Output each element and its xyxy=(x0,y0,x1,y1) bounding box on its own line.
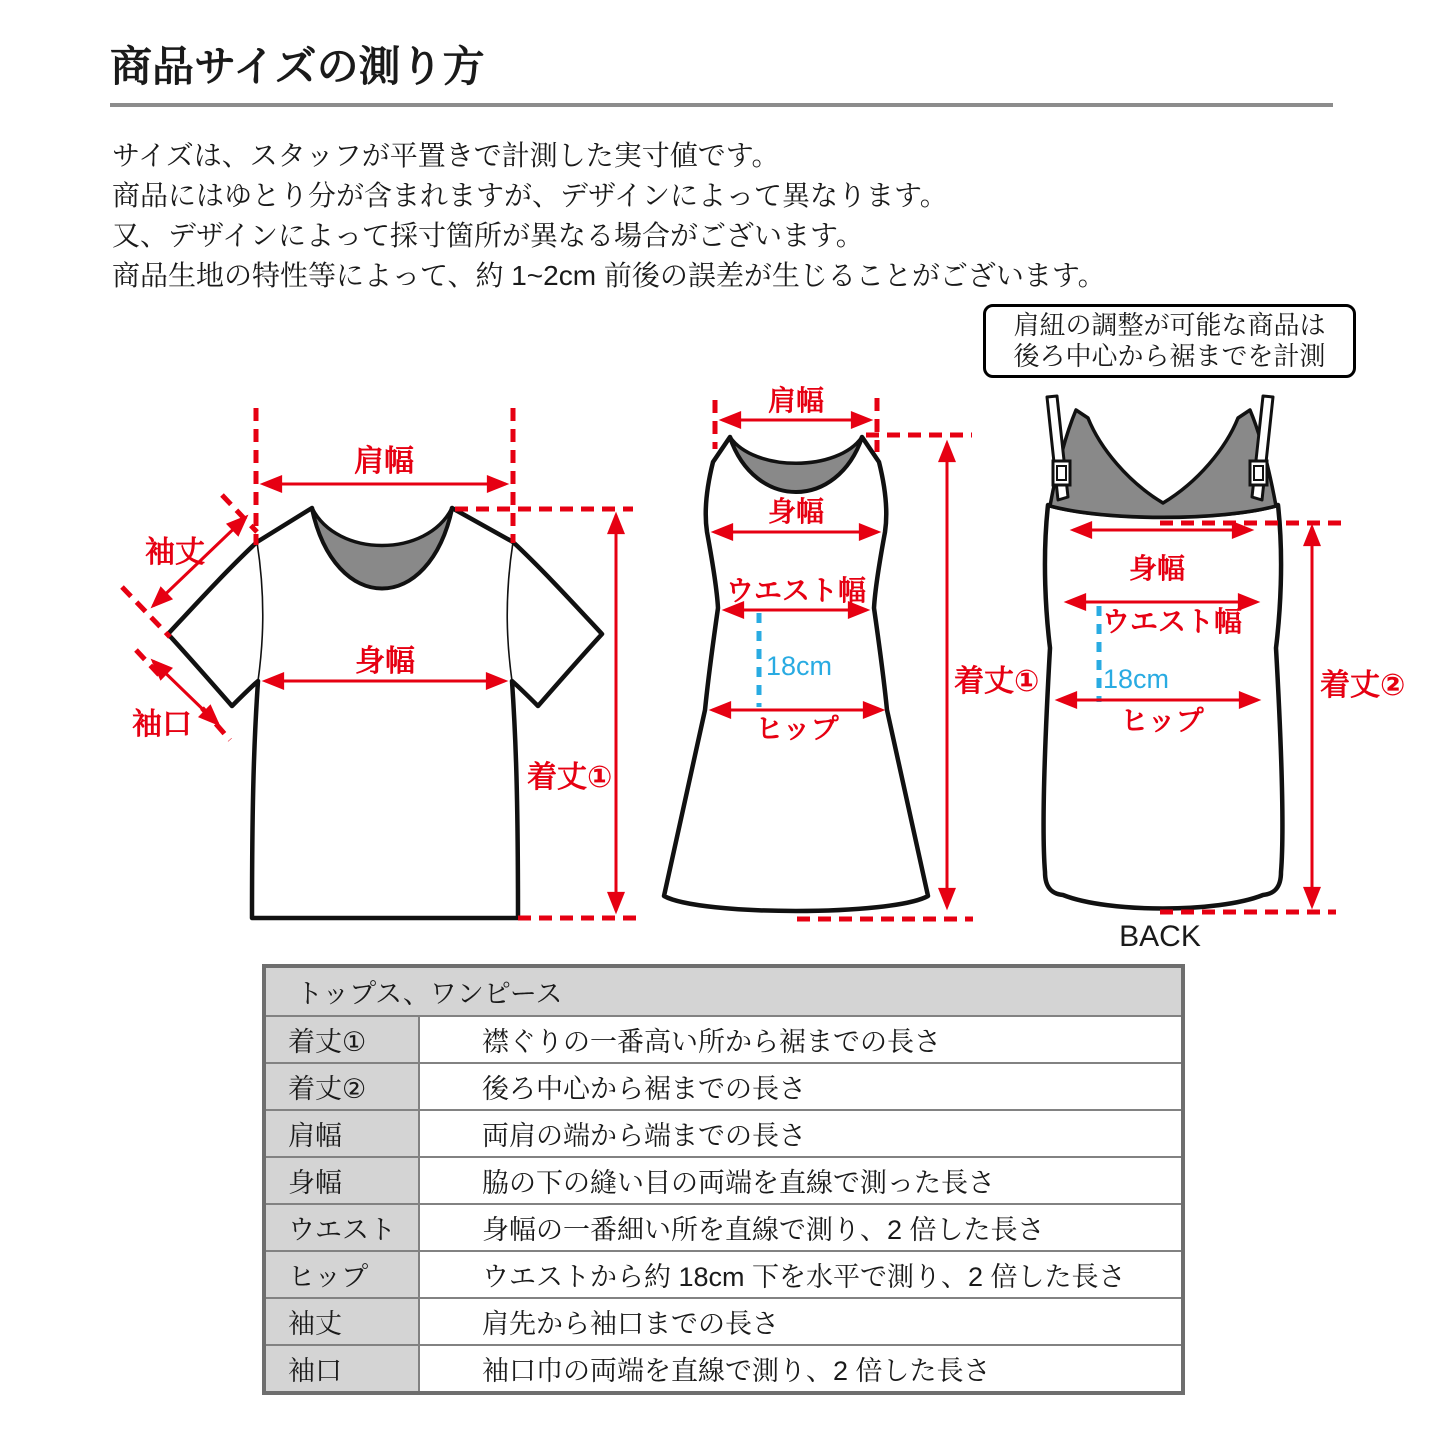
intro-line: 商品にはゆとり分が含まれますが、デザインによって異なります。 xyxy=(112,180,948,211)
definition-cell: 身幅の一番細い所を直線で測り、2 倍した長さ xyxy=(420,1205,1181,1250)
measurement-table xyxy=(262,964,1185,1395)
camisole-diagram xyxy=(1044,396,1406,953)
term-cell: 袖口 xyxy=(266,1346,420,1391)
intro-line: 又、デザインによって採寸箇所が異なる場合がございます。 xyxy=(112,220,864,251)
waist-to-hip-label: 18cm xyxy=(766,651,833,681)
guide-dashed-tick xyxy=(136,650,163,679)
table-header: トップス、ワンピース xyxy=(266,968,1181,1015)
back-view-label: BACK xyxy=(1119,920,1201,953)
strap-slider-right xyxy=(1250,461,1267,485)
definition-cell: 肩先から袖口までの長さ xyxy=(420,1299,1181,1344)
hip-label: ヒップ xyxy=(1120,705,1204,736)
intro-line: サイズは、スタッフが平置きで計測した実寸値です。 xyxy=(112,140,780,171)
body-width-label: 身幅 xyxy=(767,496,825,527)
body-width-label: 身幅 xyxy=(1128,553,1186,584)
dress-diagram xyxy=(664,384,1039,919)
table-row xyxy=(266,1156,1181,1203)
definition-cell: 襟ぐりの一番高い所から裾までの長さ xyxy=(420,1017,1181,1062)
strap-note-line: 後ろ中心から裾までを計測 xyxy=(1013,341,1326,371)
table-row xyxy=(266,1015,1181,1062)
table-row xyxy=(266,1250,1181,1297)
term-cell: ヒップ xyxy=(266,1252,420,1297)
body-width-label: 身幅 xyxy=(355,645,415,678)
shoulder-width-label: 肩幅 xyxy=(354,445,414,478)
guide-dashed-tick xyxy=(202,708,230,740)
term-cell: ウエスト xyxy=(266,1205,420,1250)
intro-line: 商品生地の特性等によって、約 1~2cm 前後の誤差が生じることがございます。 xyxy=(112,260,1106,291)
length-label: 着丈① xyxy=(954,665,1040,698)
tshirt-diagram xyxy=(122,408,637,918)
table-row xyxy=(266,1109,1181,1156)
definition-cell: 脇の下の縫い目の両端を直線で測った長さ xyxy=(420,1158,1181,1203)
term-cell: 身幅 xyxy=(266,1158,420,1203)
term-cell: 肩幅 xyxy=(266,1111,420,1156)
sleeve-length-label: 袖丈 xyxy=(145,536,205,569)
table-row xyxy=(266,1062,1181,1109)
guide-dashed-tick xyxy=(122,587,170,637)
hip-label: ヒップ xyxy=(755,713,839,744)
definition-cell: ウエストから約 18cm 下を水平で測り、2 倍した長さ xyxy=(420,1252,1181,1297)
table-row xyxy=(266,1344,1181,1391)
definition-cell: 袖口巾の両端を直線で測り、2 倍した長さ xyxy=(420,1346,1181,1391)
waist-to-hip-label: 18cm xyxy=(1103,664,1170,694)
length-label: 着丈① xyxy=(527,761,613,794)
waist-width-label: ウエスト幅 xyxy=(1101,606,1243,637)
strap-note-line: 肩紐の調整が可能な商品は xyxy=(1013,310,1326,340)
camisole-back-panel xyxy=(1050,410,1276,517)
page-title: 商品サイズの測り方 xyxy=(110,43,485,90)
table-row xyxy=(266,1297,1181,1344)
table-row xyxy=(266,1203,1181,1250)
cuff-label: 袖口 xyxy=(132,708,192,741)
guide-dashed-tick xyxy=(222,495,257,532)
term-cell: 着丈① xyxy=(266,1017,420,1062)
definition-cell: 両肩の端から端までの長さ xyxy=(420,1111,1181,1156)
waist-width-label: ウエスト幅 xyxy=(725,575,867,606)
term-cell: 着丈② xyxy=(266,1064,420,1109)
strap-slider-left xyxy=(1053,461,1070,485)
length-label: 着丈② xyxy=(1320,669,1406,702)
definition-cell: 後ろ中心から裾までの長さ xyxy=(420,1064,1181,1109)
term-cell: 袖丈 xyxy=(266,1299,420,1344)
shoulder-width-label: 肩幅 xyxy=(767,385,825,416)
